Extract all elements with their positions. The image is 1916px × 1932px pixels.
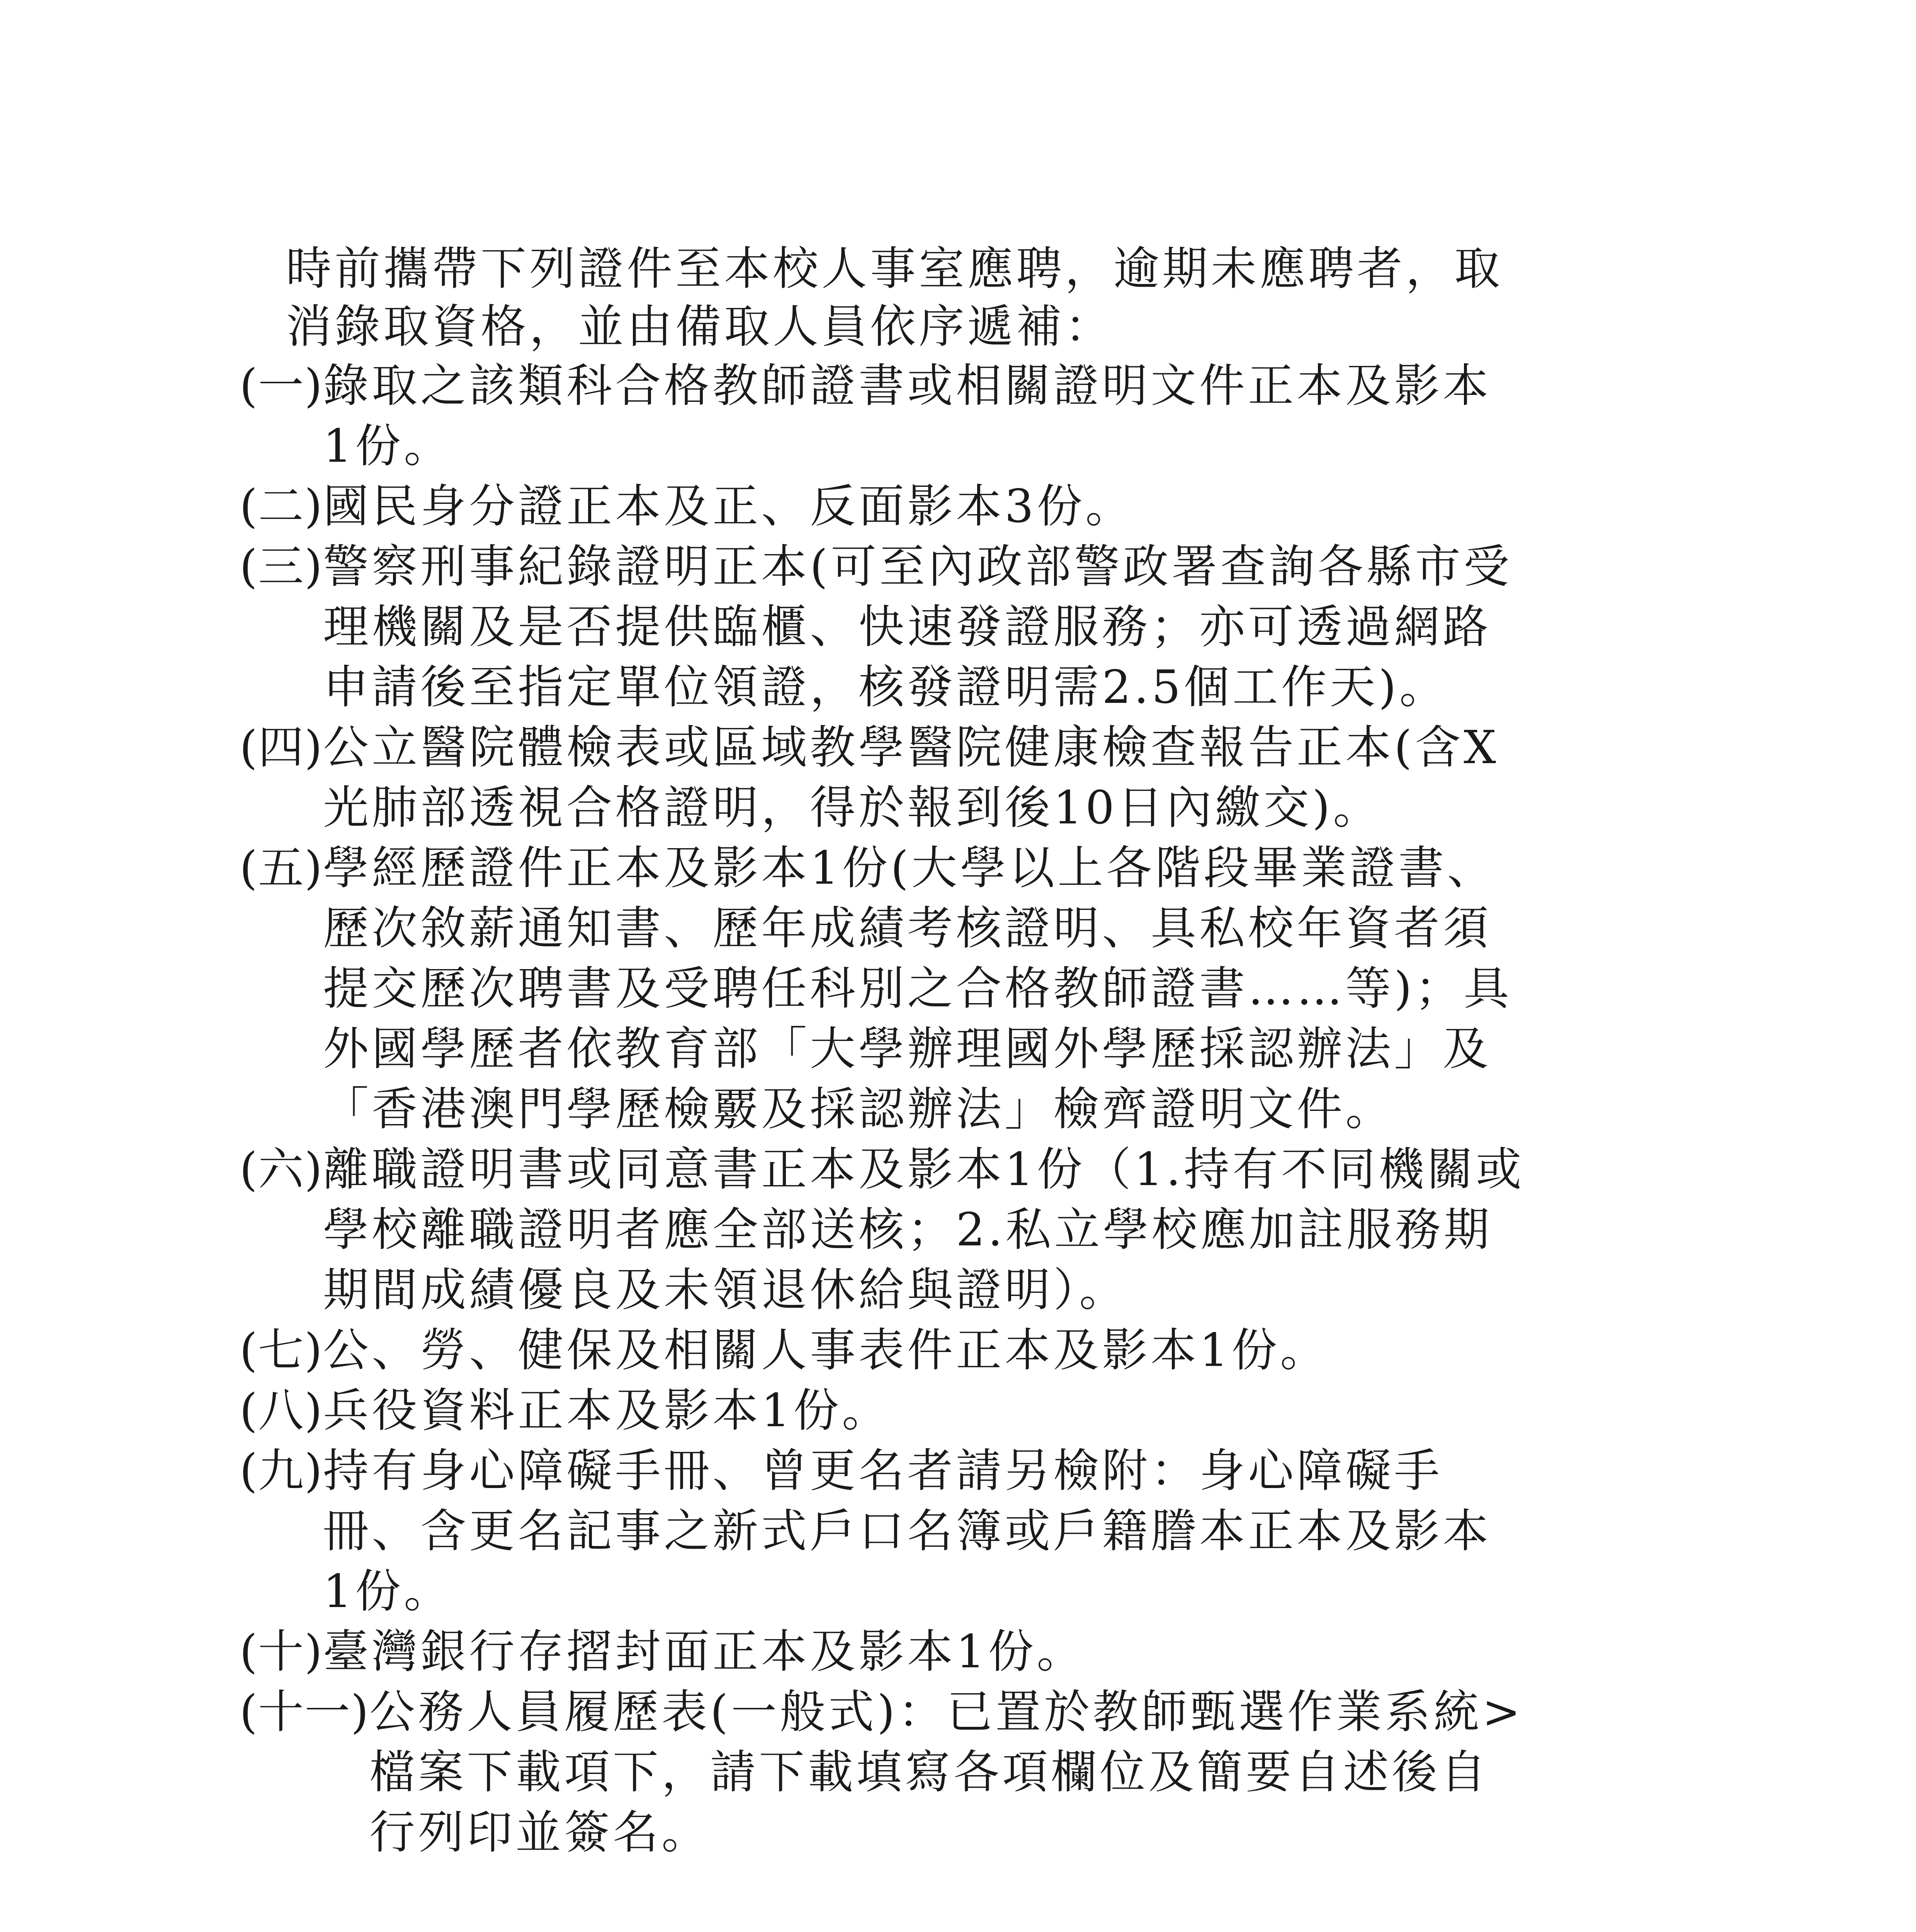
item-line: 1份。: [323, 1565, 453, 1618]
intro-paragraph: [240, 240, 1615, 355]
item-text: [323, 1380, 1615, 1440]
item-text: [323, 838, 1615, 1139]
requirements-list: [240, 355, 1615, 1862]
item-line: 歷次敘薪通知書、歷年成績考核證明、具私校年資者須: [323, 901, 1492, 955]
item-marker: (十一): [240, 1685, 370, 1738]
item-marker: (四): [240, 721, 323, 774]
item-marker: (九): [240, 1444, 323, 1497]
item-line: 警察刑事紀錄證明正本(可至內政部警政署查詢各縣市受: [323, 540, 1513, 593]
item-marker: (八): [240, 1384, 323, 1437]
item-line: 學經歷證件正本及影本1份(大學以上各階段畢業證書、: [323, 841, 1496, 895]
document-body: [240, 240, 1615, 1862]
item-line: 提交歷次聘書及受聘任科別之合格教師證書……等)；具: [323, 962, 1513, 1015]
item-line: 公、勞、健保及相關人事表件正本及影本1份。: [323, 1323, 1329, 1377]
item-text: [323, 355, 1615, 476]
list-item: [240, 1440, 1615, 1621]
item-line: 申請後至指定單位領證，核發證明需2.5個工作天)。: [323, 660, 1448, 714]
list-item: [240, 476, 1615, 536]
item-text: [323, 1621, 1615, 1682]
list-item: [240, 1380, 1615, 1440]
list-item: [240, 536, 1615, 717]
item-marker: (六): [240, 1143, 323, 1196]
item-line: 臺灣銀行存摺封面正本及影本1份。: [323, 1625, 1086, 1678]
item-line: 行列印並簽名。: [369, 1806, 711, 1859]
item-text: [323, 1139, 1615, 1320]
item-line: 學校離職證明者應全部送核；2.私立學校應加註服務期: [323, 1203, 1493, 1256]
item-line: 冊、含更名記事之新式戶口名簿或戶籍謄本正本及影本: [323, 1504, 1492, 1558]
item-text: [323, 1440, 1615, 1621]
item-line: 理機關及是否提供臨櫃、快速發證服務；亦可透過網路: [323, 600, 1492, 653]
item-line: 期間成績優良及未領退休給與證明）。: [323, 1263, 1128, 1316]
item-line: 檔案下載項下，請下載填寫各項欄位及簡要自述後自: [369, 1745, 1489, 1799]
item-line: 離職證明書或同意書正本及影本1份（1.持有不同機關或: [323, 1143, 1525, 1196]
list-item: [240, 1621, 1615, 1682]
item-line: 國民身分證正本及正、反面影本3份。: [323, 480, 1134, 533]
item-marker: (三): [240, 540, 323, 593]
item-line: 兵役資料正本及影本1份。: [323, 1384, 891, 1437]
intro-line: 時前攜帶下列證件至本校人事室應聘，逾期未應聘者，取: [286, 242, 1503, 295]
item-line: 「香港澳門學歷檢覈及採認辦法」檢齊證明文件。: [323, 1082, 1394, 1136]
item-marker: (十): [240, 1625, 323, 1678]
item-line: 公務人員履歷表(一般式)：已置於教師甄選作業系統>: [369, 1685, 1524, 1738]
item-text: [369, 1682, 1615, 1862]
item-line: 外國學歷者依教育部「大學辦理國外學歷採認辦法」及: [323, 1022, 1492, 1075]
intro-line: 消錄取資格，並由備取人員依序遞補：: [286, 300, 1114, 353]
item-text: [323, 1320, 1615, 1380]
list-item: [240, 838, 1615, 1139]
item-marker: (五): [240, 841, 323, 895]
item-text: [323, 536, 1615, 717]
list-item: [240, 1682, 1615, 1862]
item-line: 1份。: [323, 419, 453, 473]
list-item: [240, 1320, 1615, 1380]
item-line: 錄取之該類科合格教師證書或相關證明文件正本及影本: [323, 359, 1492, 412]
item-text: [323, 476, 1615, 536]
item-marker: (二): [240, 480, 323, 533]
item-marker: (一): [240, 359, 323, 412]
list-item: [240, 355, 1615, 476]
item-line: 光肺部透視合格證明，得於報到後10日內繳交)。: [323, 781, 1382, 834]
list-item: [240, 1139, 1615, 1320]
item-line: 公立醫院體檢表或區域教學醫院健康檢查報告正本(含X: [323, 721, 1499, 774]
item-line: 持有身心障礙手冊、曾更名者請另檢附：身心障礙手: [323, 1444, 1443, 1497]
list-item: [240, 717, 1615, 838]
item-marker: (七): [240, 1323, 323, 1377]
item-text: [323, 717, 1615, 838]
